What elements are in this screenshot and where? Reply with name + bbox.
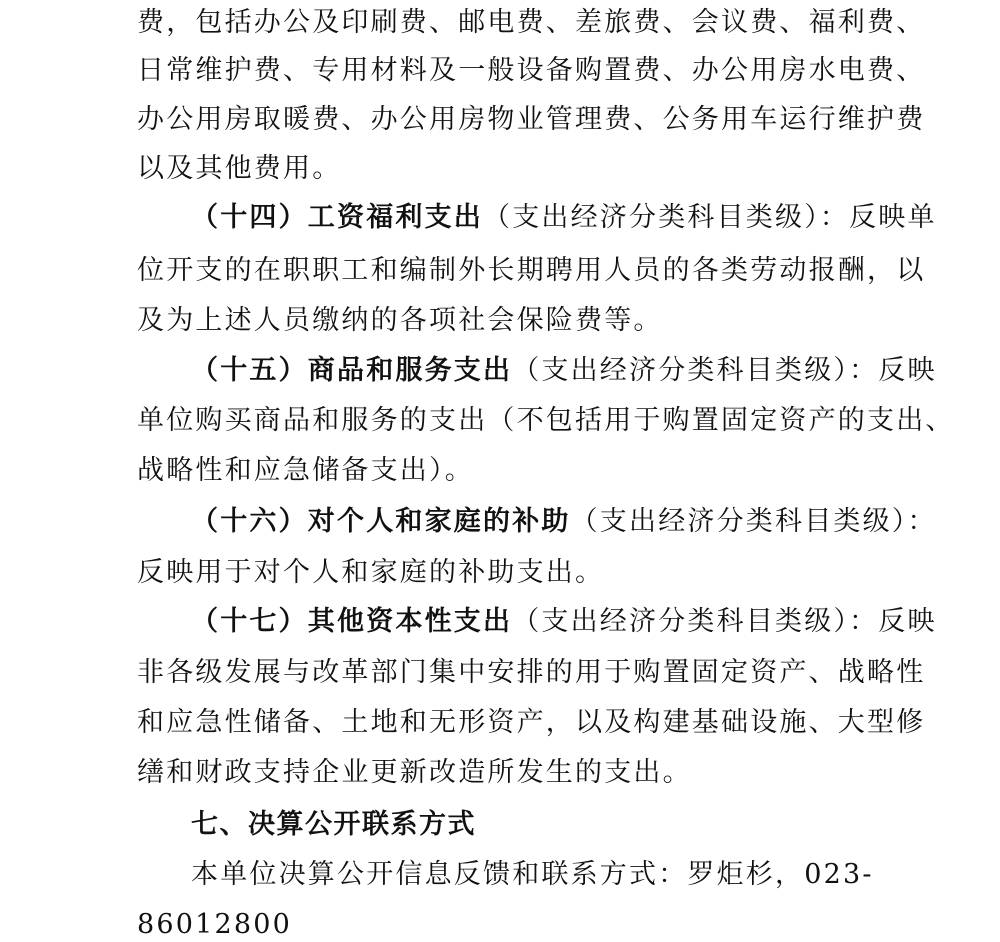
- para-17-line-3: 和应急性储备、土地和无形资产，以及构建基础设施、大型修: [137, 707, 926, 738]
- para-17-line-4: 缮和财政支持企业更新改造所发生的支出。: [137, 757, 692, 788]
- para-15-line-1-rest: （支出经济分类科目类级）：反映: [512, 355, 937, 386]
- para-16-line-1-rest: （支出经济分类科目类级）：: [570, 506, 937, 537]
- para-13-line-2: 日常维护费、专用材料及一般设备购置费、办公用房水电费、: [137, 55, 926, 86]
- para-13-line-4: 以及其他费用。: [137, 153, 342, 184]
- para-17-line-1-rest: （支出经济分类科目类级）：反映: [512, 606, 937, 637]
- para-14-line-3: 及为上述人员缴纳的各项社会保险费等。: [137, 305, 663, 336]
- para-16-line-1: [191, 505, 937, 539]
- para-16-title: （十六）对个人和家庭的补助: [191, 506, 571, 537]
- section-7-line-1: 本单位决算公开信息反馈和联系方式：罗炬杉，023-: [191, 859, 874, 890]
- para-15-line-2: 单位购买商品和服务的支出（不包括用于购置固定资产的支出、: [137, 405, 955, 436]
- para-14-line-1-rest: （支出经济分类科目类级）：反映单: [483, 202, 937, 233]
- para-15-title: （十五）商品和服务支出: [191, 355, 513, 386]
- para-15-line-1: [191, 354, 937, 388]
- para-13-line-3: 办公用房取暖费、办公用房物业管理费、公务用车运行维护费: [137, 104, 926, 135]
- para-17-line-2: 非各级发展与改革部门集中安排的用于购置固定资产、战略性: [137, 657, 926, 688]
- para-16-line-2: 反映用于对个人和家庭的补助支出。: [137, 557, 605, 588]
- para-14-title: （十四）工资福利支出: [191, 202, 483, 233]
- para-15-line-3: 战略性和应急储备支出）。: [137, 455, 474, 486]
- para-13-line-1: 费，包括办公及印刷费、邮电费、差旅费、会议费、福利费、: [137, 7, 926, 38]
- para-14-line-2: 位开支的在职职工和编制外长期聘用人员的各类劳动报酬，以: [137, 255, 926, 286]
- para-17-line-1: [191, 605, 937, 639]
- section-7-heading: 七、决算公开联系方式: [191, 809, 476, 840]
- para-14-line-1: [191, 201, 937, 235]
- para-17-title: （十七）其他资本性支出: [191, 606, 513, 637]
- section-7-line-2: 86012800: [137, 909, 293, 940]
